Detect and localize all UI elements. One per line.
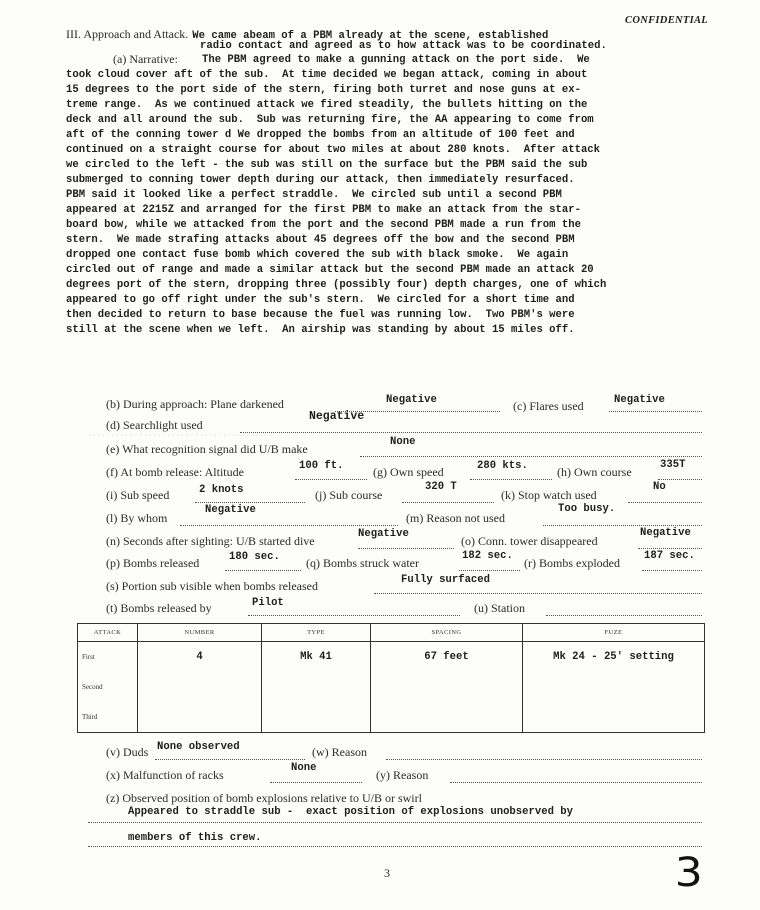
field-c-label: (c) Flares used: [513, 399, 584, 413]
section-intro: We came abeam of a PBM already at the scene, established: [192, 30, 549, 42]
row-label-first: First: [78, 642, 138, 673]
column-header-attack: ATTACK: [78, 624, 138, 642]
column-header-fuze: FUZE: [523, 624, 705, 642]
narrative-line: continued on a straight course for about two miles at about 280 knots. After attack: [66, 144, 601, 156]
field-i-value: 2 knots: [199, 484, 244, 496]
field-z-label: (z) Observed position of bomb explosions relative to U/B or swirl: [106, 791, 422, 805]
field-k-value: No: [653, 481, 666, 493]
field-m-value: Too busy.: [558, 503, 616, 515]
field-z-line-2: [88, 846, 702, 847]
field-l-line: [180, 525, 398, 526]
field-s-value: Fully surfaced: [401, 574, 491, 586]
field-r-label: (r) Bombs exploded: [524, 556, 620, 570]
narrative-line: The PBM agreed to make a gunning attack on the port side. We: [202, 54, 590, 66]
bomb-table: [77, 623, 705, 733]
narrative-line: then decided to return to base because the fuel was running low. Two PBM's were: [66, 309, 575, 321]
narrative-label: (a) Narrative:: [113, 52, 178, 66]
field-q-value: 182 sec.: [462, 550, 513, 562]
cell-type: Mk 41: [262, 642, 371, 673]
column-header-number: NUMBER: [138, 624, 262, 642]
handwritten-page-number: 3: [674, 850, 703, 896]
cell-fuze: [523, 672, 705, 702]
narrative-line: took cloud cover aft of the sub. At time decided we began attack, coming in about: [66, 69, 588, 81]
row-label-third: Third: [78, 702, 138, 733]
cell-type: [262, 672, 371, 702]
bleed-through-text: · · · · · · · · · · · · · · · · · · · · · · · · · · · · · · · · · · · · · · · ·: [88, 431, 273, 440]
bomb-table-header-row: [78, 624, 705, 642]
field-i-line: [195, 502, 305, 503]
field-t-value: Pilot: [252, 597, 284, 609]
cell-number: [138, 672, 262, 702]
narrative-line: stern. We made strafing attacks about 45 degrees off the bow and the second PBM: [66, 234, 575, 246]
field-g-line: [470, 479, 552, 480]
table-row: [78, 642, 705, 673]
field-b-value: Negative: [386, 394, 437, 406]
cell-spacing: [371, 672, 523, 702]
field-y-label: (y) Reason: [376, 768, 429, 782]
narrative-line: still at the scene when we left. An airship was standing by about 15 miles off.: [66, 324, 575, 336]
field-z-line-1: [88, 822, 702, 823]
table-row: [78, 702, 705, 733]
narrative-line: circled out of range and made a similar attack but the second PBM made an attack 20: [66, 264, 594, 276]
field-f-label: (f) At bomb release: Altitude: [106, 465, 244, 479]
classification-marking: CONFIDENTIAL: [625, 15, 708, 26]
field-b-label: (b) During approach: Plane darkened: [106, 397, 284, 411]
field-e-value: None: [390, 436, 416, 448]
page-number: 3: [384, 866, 390, 880]
narrative-line: aft of the conning tower d We dropped the bombs from an altitude of 100 feet and: [66, 129, 575, 141]
field-d-label: (d) Searchlight used: [106, 418, 203, 432]
cell-fuze: Mk 24 - 25' setting: [523, 642, 705, 673]
field-g-value: 280 kts.: [477, 460, 528, 472]
field-v-line: [155, 759, 305, 760]
field-c-value: Negative: [614, 394, 665, 406]
field-s-line: [374, 593, 702, 594]
cell-spacing: 67 feet: [371, 642, 523, 673]
field-w-label: (w) Reason: [312, 745, 367, 759]
narrative-line: appeared at 2215Z and arranged for the first PBM to make an attack from the star-: [66, 204, 581, 216]
field-e-line: [360, 456, 702, 457]
field-l-value: Negative: [205, 504, 256, 516]
cell-spacing: [371, 702, 523, 733]
cell-number: 4: [138, 642, 262, 673]
field-p-label: (p) Bombs released: [106, 556, 200, 570]
field-u-label: (u) Station: [474, 601, 525, 615]
field-o-line: [638, 548, 702, 549]
field-y-line: [450, 782, 702, 783]
field-s-label: (s) Portion sub visible when bombs released: [106, 579, 318, 593]
field-h-label: (h) Own course: [557, 465, 632, 479]
field-i-label: (i) Sub speed: [106, 488, 170, 502]
row-label-second: Second: [78, 672, 138, 702]
narrative-line: degrees port of the stern, dropping three (possibly four) depth charges, one of which: [66, 279, 607, 291]
field-j-label: (j) Sub course: [315, 488, 383, 502]
field-l-label: (l) By whom: [106, 511, 168, 525]
field-e-label: (e) What recognition signal did U/B make: [106, 442, 308, 456]
narrative-line: board bow, while we attacked from the port and the second PBM made a run from the: [66, 219, 581, 231]
field-x-line: [270, 782, 362, 783]
field-f-value: 100 ft.: [299, 460, 344, 472]
field-x-value: None: [291, 762, 317, 774]
narrative-line: deck and all around the sub. Sub was returning fire, the AA appearing to come from: [66, 114, 594, 126]
field-m-line: [543, 525, 702, 526]
field-n-value: Negative: [358, 528, 409, 540]
field-q-label: (q) Bombs struck water: [306, 556, 419, 570]
narrative-line: we circled to the left - the sub was still on the surface but the PBM said the sub: [66, 159, 588, 171]
field-k-label: (k) Stop watch used: [501, 488, 597, 502]
field-h-value: 335T: [660, 459, 686, 471]
field-r-value: 187 sec.: [644, 550, 695, 562]
field-k-line: [628, 502, 702, 503]
field-r-line: [642, 570, 702, 571]
field-n-label: (n) Seconds after sighting: U/B started dive: [106, 534, 315, 548]
narrative-line: PBM said it looked like a perfect straddle. We circled sub until a second PBM: [66, 189, 562, 201]
narrative-first-line: radio contact and agreed as to how attack was to be coordinated.: [200, 40, 607, 52]
field-f-line: [295, 479, 367, 480]
field-p-line: [225, 570, 301, 571]
column-header-type: TYPE: [262, 624, 371, 642]
field-z-value-line-1: Appeared to straddle sub - exact position of explosions unobserved by: [128, 806, 574, 818]
field-n-line: [358, 548, 454, 549]
field-u-line: [546, 615, 702, 616]
cell-fuze: [523, 702, 705, 733]
narrative-line: appeared to go off right under the sub's stern. We circled for a short time and: [66, 294, 575, 306]
cell-number: [138, 702, 262, 733]
field-h-line: [658, 479, 702, 480]
field-v-label: (v) Duds: [106, 745, 149, 759]
field-o-value: Negative: [640, 527, 691, 539]
narrative-line: treme range. As we continued attack we fired steadily, the bullets hitting on the: [66, 99, 588, 111]
narrative-line: dropped one contact fuse bomb which covered the sub with black smoke. We again: [66, 249, 569, 261]
cell-type: [262, 702, 371, 733]
field-g-label: (g) Own speed: [373, 465, 444, 479]
field-t-line: [248, 615, 460, 616]
column-header-spacing: SPACING: [371, 624, 523, 642]
field-x-label: (x) Malfunction of racks: [106, 768, 224, 782]
field-t-label: (t) Bombs released by: [106, 601, 212, 615]
field-z-value-line-2: members of this crew.: [128, 832, 262, 844]
field-p-value: 180 sec.: [229, 551, 280, 563]
narrative-line: submerged to conning tower depth during our attack, then immediately resurfaced.: [66, 174, 575, 186]
table-row: [78, 672, 705, 702]
field-v-value: None observed: [157, 741, 240, 753]
field-w-line: [386, 759, 702, 760]
field-j-value: 320 T: [425, 481, 457, 493]
section-title: III. Approach and Attack.: [66, 27, 189, 41]
narrative-line: 15 degrees to the port side of the stern, firing both turret and nose guns at ex-: [66, 84, 581, 96]
field-c-line: [609, 411, 702, 412]
field-d-line: [240, 432, 702, 433]
field-d-value: Negative: [309, 410, 365, 423]
field-j-line: [402, 502, 494, 503]
field-o-label: (o) Conn. tower disappeared: [461, 534, 598, 548]
field-m-label: (m) Reason not used: [406, 511, 505, 525]
field-q-line: [459, 570, 520, 571]
